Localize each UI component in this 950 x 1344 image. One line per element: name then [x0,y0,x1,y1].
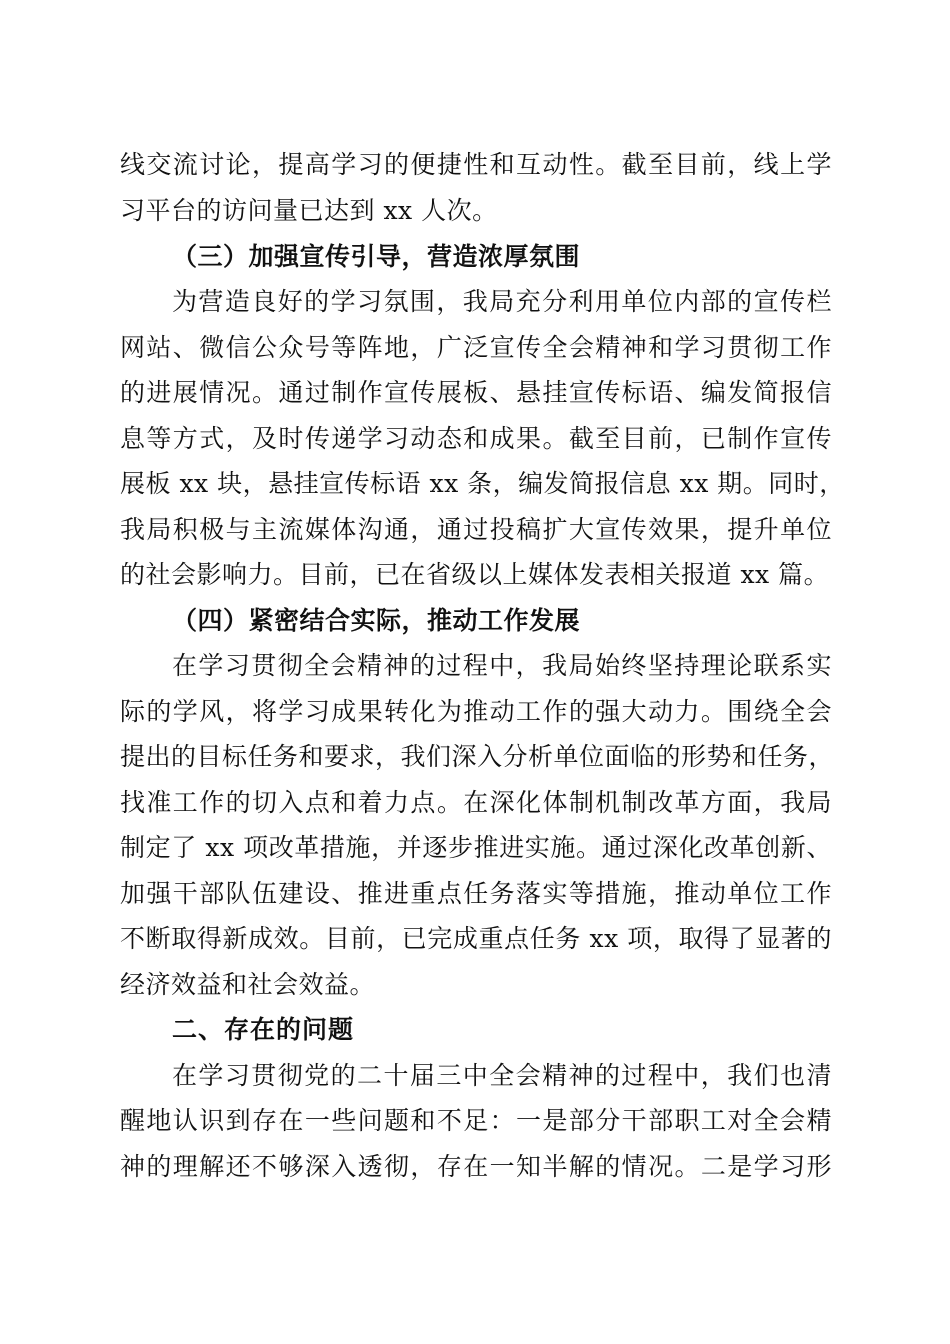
body-text-line: 制定了 xx 项改革措施，并逐步推进实施。通过深化改革创新、 [120,833,832,862]
body-text-line: 息等方式，及时传递学习动态和成果。截至目前，已制作宣传 [120,424,832,453]
body-text-line: 际的学风，将学习成果转化为推动工作的强大动力。围绕全会 [120,697,832,726]
body-text-line: 在学习贯彻党的二十届三中全会精神的过程中，我们也清 [172,1061,832,1090]
body-text-line: 不断取得新成效。目前，已完成重点任务 xx 项，取得了显著的 [120,924,832,953]
body-text-line: 习平台的访问量已达到 xx 人次。 [120,196,498,225]
section-heading-2: 二、存在的问题 [172,1015,355,1044]
sub-heading-3: （三）加强宣传引导，营造浓厚氛围 [172,242,581,271]
body-text-line: 线交流讨论，提高学习的便捷性和互动性。截至目前，线上学 [120,150,832,179]
body-text-line: 提出的目标任务和要求，我们深入分析单位面临的形势和任务， [120,742,835,771]
body-text-line: 展板 xx 块，悬挂宣传标语 xx 条，编发简报信息 xx 期。同时， [120,469,845,498]
body-text-line: 加强干部队伍建设、推进重点任务落实等措施，推动单位工作 [120,879,832,908]
body-text-line: 醒地认识到存在一些问题和不足：一是部分干部职工对全会精 [120,1106,832,1135]
body-text-line: 神的理解还不够深入透彻，存在一知半解的情况。二是学习形 [120,1152,832,1181]
body-text-line: 找准工作的切入点和着力点。在深化体制机制改革方面，我局 [120,788,832,817]
body-text-line: 为营造良好的学习氛围，我局充分利用单位内部的宣传栏 [172,287,832,316]
body-text-line: 的社会影响力。目前，已在省级以上媒体发表相关报道 xx 篇。 [120,560,830,589]
body-text-line: 网站、微信公众号等阵地，广泛宣传全会精神和学习贯彻工作 [120,333,832,362]
body-text-line: 我局积极与主流媒体沟通，通过投稿扩大宣传效果，提升单位 [120,515,832,544]
body-text-line: 的进展情况。通过制作宣传展板、悬挂宣传标语、编发简报信 [120,378,832,407]
sub-heading-4: （四）紧密结合实际，推动工作发展 [172,606,581,635]
body-text-line: 经济效益和社会效益。 [120,970,376,999]
body-text-line: 在学习贯彻全会精神的过程中，我局始终坚持理论联系实 [172,651,832,680]
